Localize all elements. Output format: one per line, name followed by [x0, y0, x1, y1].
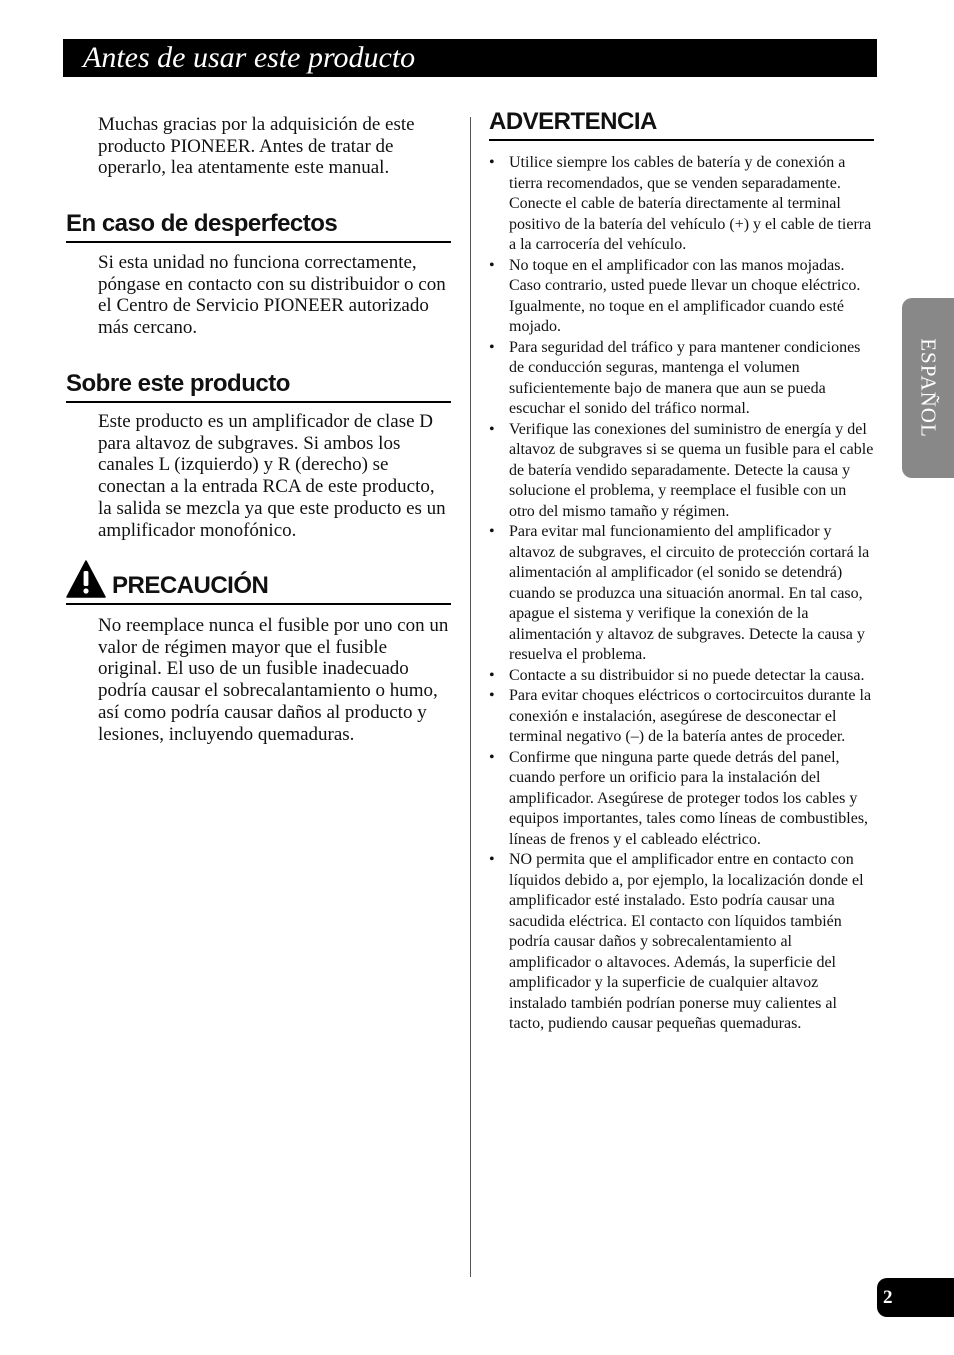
list-item: • Utilice siempre los cables de batería y de conexión a tierra recomendados, que se venden separadamente. Conecte el cable de batería directamente al terminal positivo de la batería del vehículo (+) y el cable de tierra a la carrocería del vehículo. [489, 154, 872, 253]
heading-precaucion [66, 560, 451, 605]
list-item: • Contacte a su distribuidor si no puede detectar la causa. [489, 666, 874, 687]
list-item: • Para seguridad del tráfico y para mantener condiciones de conducción seguras, mantenga el volumen suficientemente bajo de manera que aun se pueda escuchar el sonido del tráfico normal. [489, 338, 861, 417]
list-item: • NO permita que el amplificador entre en contacto con líquidos debido a, por ejemplo, la localización donde el amplificador esté instalado. Esto podría causar una sacudida eléctrica. El contacto con líquidos también podría causar daños y sobrecalentamiento al amplificador o altavoces. Además, la superficie del amplificador y la superficie de cualquier altavoz instalado también podrían ponerse muy calientes al tacto, pudiendo causar pequeñas quemaduras. [489, 851, 864, 1032]
warning-triangle-icon [66, 560, 106, 598]
heading-desperfectos: En caso de desperfectos [66, 210, 451, 243]
bullet-icon: • [489, 687, 495, 704]
list-item: • No toque en el amplificador con las manos mojadas. Caso contrario, usted puede llevar un choque eléctrico. Igualmente, no toque en el amplificador cuando esté mojado. [489, 256, 861, 335]
desperfectos-text: Si esta unidad no funciona correctamente, póngase en contacto con su distribuidor o con el Centro de Servicio PIONEER autorizado más cercano. [98, 252, 446, 339]
precaucion-text: No reemplace nunca el fusible por uno con un valor de régimen mayor que el fusible original. El uso de un fusible inadecuado podría causar el sobrecalantamiento o humo, así como podría causar daños al producto y lesiones, incluyendo quemaduras. [98, 615, 449, 745]
heading-advertencia: ADVERTENCIA [489, 108, 874, 141]
bullet-icon: • [489, 256, 495, 274]
bullet-icon: • [489, 338, 495, 356]
right-column [489, 108, 874, 1035]
bullet-icon: • [489, 420, 495, 438]
list-item: • Para evitar choques eléctricos o cortocircuitos durante la conexión e instalación, asegúrese de desconectar el terminal negativo (–) de la batería antes de proceder. [489, 687, 872, 745]
advertencia-list [489, 153, 874, 1035]
language-tab [902, 298, 954, 478]
column-divider [470, 117, 471, 1277]
precaucion-label: PRECAUCIÓN [112, 572, 269, 599]
heading-sobre-producto: Sobre este producto [66, 370, 451, 403]
language-label: ESPAÑOL [916, 338, 941, 438]
bullet-icon: • [489, 154, 495, 171]
bullet-icon: • [489, 851, 495, 868]
bullet-icon: • [489, 523, 495, 540]
page-number-badge [877, 1278, 954, 1317]
bullet-icon: • [489, 748, 495, 766]
list-item: • Confirme que ninguna parte quede detrás del panel, cuando perfore un orificio para la instalación del amplificador. Asegúrese de proteger todos los cables y equipos importantes, tales como líneas de combustibles, líneas de frenos y el cableado eléctrico. [489, 748, 869, 848]
bullet-icon: • [489, 666, 495, 684]
list-item: • Para evitar mal funcionamiento del amplificador y altavoz de subgraves, el circuito de protección cortará la alimentación al amplificador (el sonido se detendrá) cuando se produzca una situación anormal. En tal caso, apague el sistema y verifique la conexión de la alimentación y altavoz de subgraves. Detecte la causa y resuelva el problema. [489, 523, 870, 663]
page-number: 2 [883, 1287, 893, 1308]
page-title: Antes de usar este producto [83, 41, 416, 74]
page-title-bar [63, 39, 877, 77]
sobre-producto-text: Este producto es un amplificador de clase D para altavoz de subgraves. Si ambos los canales L (izquierdo) y R (derecho) se conectan a la entrada RCA de este producto, la salida se mezcla ya que este producto es un amplificador monofónico. [98, 411, 446, 541]
intro-text: Muchas gracias por la adquisición de este producto PIONEER. Antes de tratar de operarlo, lea atentamente este manual. [98, 114, 415, 179]
list-item: • Verifique las conexiones del suministro de energía y del altavoz de subgraves si se quema un fusible para el cable de batería vendido separadamente. Detecte la causa y solucione el problema, y reemplace el fusible con un otro del mismo tamaño y régimen. [489, 420, 874, 520]
